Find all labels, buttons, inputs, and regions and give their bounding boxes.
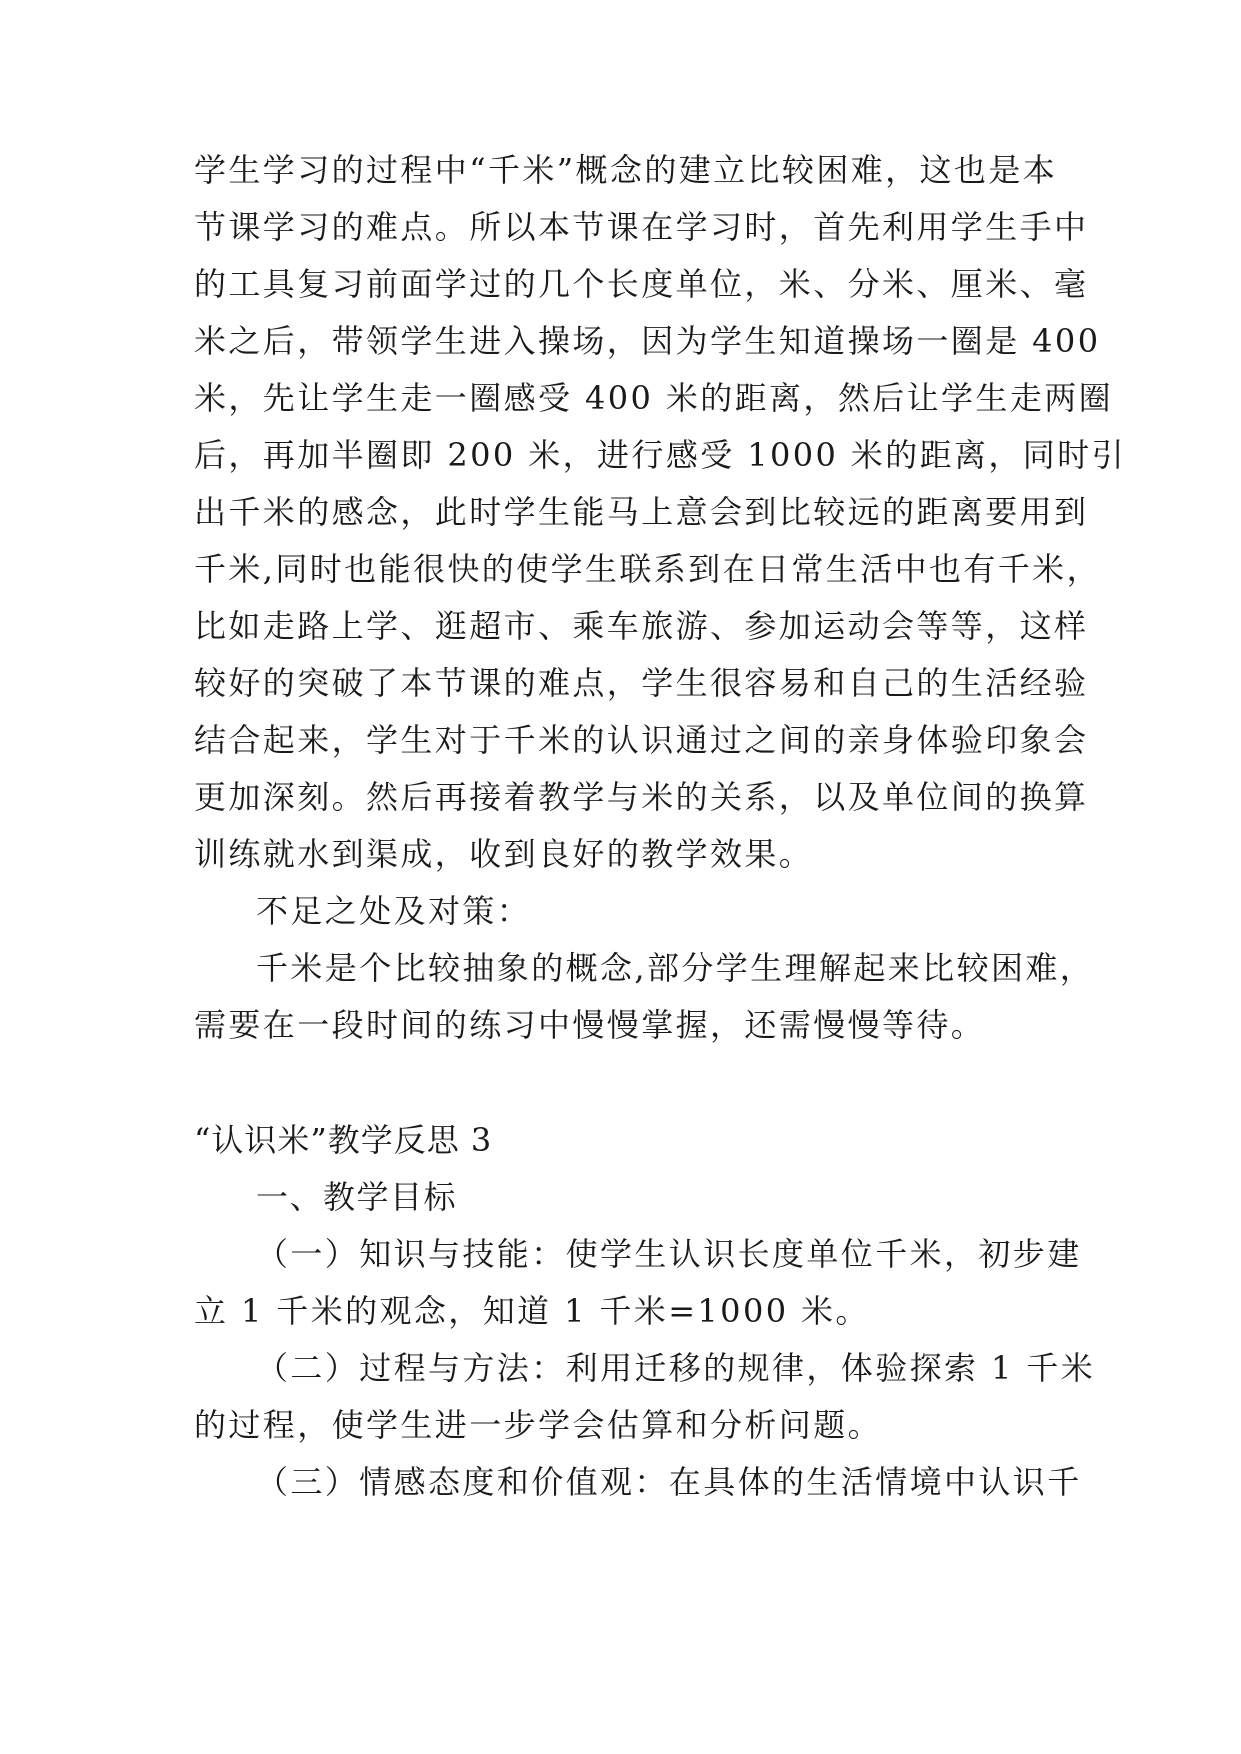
paragraph-line: 需要在一段时间的练习中慢慢掌握，还需慢慢等待。 [194,1006,986,1044]
paragraph-line: 训练就水到渠成，收到良好的教学效果。 [194,835,814,873]
goal-item-line: （二）过程与方法：利用迁移的规律，体验探索 1 千米 [256,1349,1096,1387]
paragraph-line: 出千米的感念，此时学生能马上意会到比较远的距离要用到 [194,493,1089,531]
paragraph-line: 米，先让学生走一圈感受 400 米的距离，然后让学生走两圈 [194,379,1114,417]
paragraph-line: 比如走路上学、逛超市、乘车旅游、参加运动会等等，这样 [194,607,1089,645]
paragraph-line: 后，再加半圈即 200 米，进行感受 1000 米的距离，同时引 [194,436,1127,474]
paragraph-line: 节课学习的难点。所以本节课在学习时，首先利用学生手中 [194,208,1089,246]
goal-item-line: 立 1 千米的观念，知道 1 千米=1000 米。 [194,1292,870,1330]
paragraph-line: 的工具复习前面学过的几个长度单位，米、分米、厘米、毫 [194,265,1089,303]
goal-item-line: 的过程，使学生进一步学会估算和分析问题。 [194,1406,883,1444]
goal-item-line: （一）知识与技能：使学生认识长度单位千米，初步建 [256,1235,1082,1273]
goal-heading: 一、教学目标 [256,1178,458,1216]
paragraph-line: 较好的突破了本节课的难点，学生很容易和自己的生活经验 [194,664,1089,702]
paragraph-line: 更加深刻。然后再接着教学与米的关系，以及单位间的换算 [194,778,1089,816]
section-title: “认识米”教学反思 3 [194,1121,493,1159]
paragraph-line: 学生学习的过程中“千米”概念的建立比较困难，这也是本 [194,151,1058,189]
paragraph-line: 千米是个比较抽象的概念,部分学生理解起来比较困难， [256,949,1095,987]
paragraph-line: 米之后，带领学生进入操场，因为学生知道操场一圈是 400 [194,322,1101,360]
paragraph-line: 千米,同时也能很快的使学生联系到在日常生活中也有千米， [194,550,1101,588]
paragraph-line: 结合起来，学生对于千米的认识通过之间的亲身体验印象会 [194,721,1089,759]
goal-item-line: （三）情感态度和价值观：在具体的生活情境中认识千 [256,1463,1082,1501]
shortcoming-heading: 不足之处及对策： [256,892,532,930]
